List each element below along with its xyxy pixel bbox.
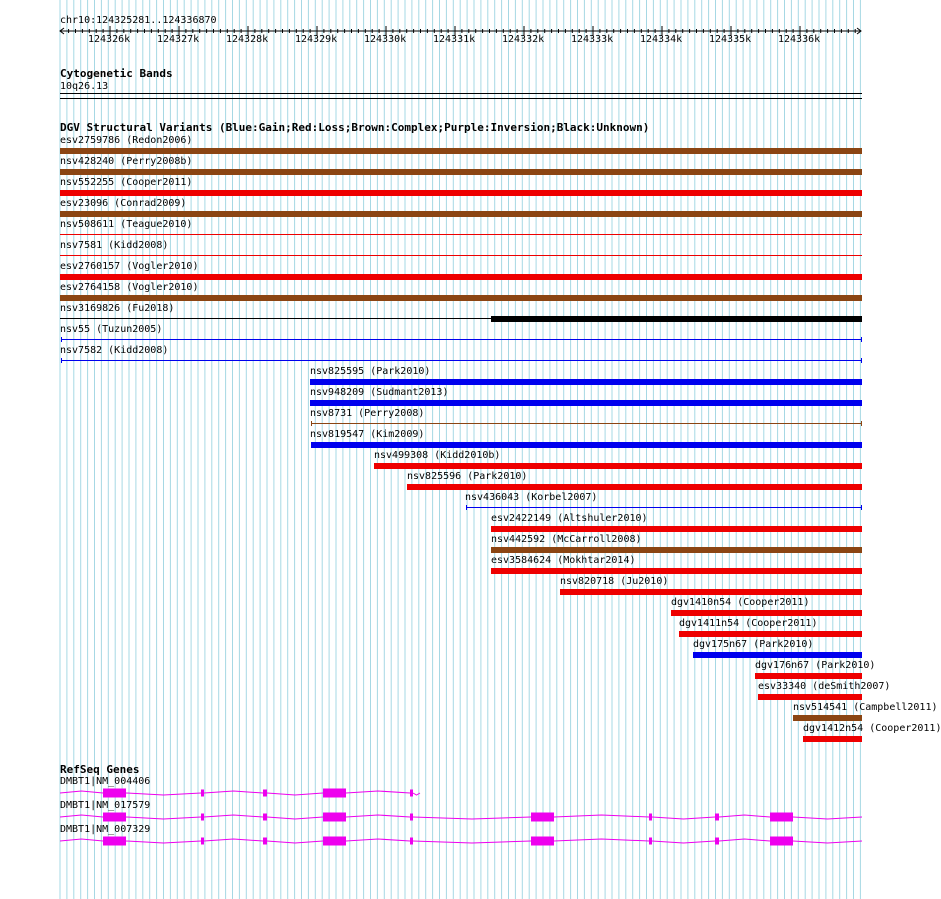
variant-label[interactable]: esv2759786 (Redon2006) <box>60 135 193 146</box>
gene-exon <box>770 813 793 822</box>
gene-intron <box>346 791 410 793</box>
variant-bar[interactable] <box>491 568 862 574</box>
gene-exon <box>263 814 267 821</box>
ruler-tick-label: 124335k <box>709 34 752 45</box>
gene-intron <box>554 839 649 841</box>
gene-intron <box>793 817 862 819</box>
variant-label[interactable]: nsv3169826 (Fu2018) <box>60 303 175 314</box>
gene-intron <box>413 793 420 795</box>
variant-label[interactable]: nsv442592 (McCarroll2008) <box>491 534 642 545</box>
gene-exon <box>263 790 267 797</box>
variant-label[interactable]: nsv8731 (Perry2008) <box>310 408 425 419</box>
variant-label[interactable]: nsv7581 (Kidd2008) <box>60 240 169 251</box>
variant-label[interactable]: nsv508611 (Teague2010) <box>60 219 193 230</box>
variant-bar[interactable] <box>407 484 862 490</box>
gene-exon <box>649 814 652 821</box>
variant-end-tick <box>861 421 862 426</box>
dgv-track-title: DGV Structural Variants (Blue:Gain;Red:Loss;Brown:Complex;Purple:Inversion;Black:Unknown) <box>60 121 650 134</box>
gene-label[interactable]: DMBT1|NM_004406 <box>60 776 151 787</box>
gene-intron <box>346 815 410 817</box>
gene-intron <box>413 817 531 819</box>
gene-intron <box>60 815 103 817</box>
variant-label[interactable]: esv23096 (Conrad2009) <box>60 198 187 209</box>
gene-intron <box>60 839 103 841</box>
gene-intron <box>554 815 649 817</box>
variant-bar[interactable] <box>491 526 862 532</box>
gene-intron <box>346 839 410 841</box>
variant-end-tick <box>311 421 312 426</box>
variant-label[interactable]: nsv820718 (Ju2010) <box>560 576 669 587</box>
gene-intron <box>126 817 201 819</box>
variant-bar[interactable] <box>60 148 862 154</box>
variant-bar[interactable] <box>60 255 862 256</box>
variant-bar[interactable] <box>693 652 862 658</box>
gene-exon <box>201 838 204 845</box>
gene-exon <box>263 838 267 845</box>
variant-end-tick <box>861 358 862 363</box>
gene-exon <box>323 813 346 822</box>
ruler-tick-label: 124329k <box>295 34 338 45</box>
variant-bar[interactable] <box>61 360 862 361</box>
variant-bar[interactable] <box>679 631 862 637</box>
variant-end-tick <box>861 505 862 510</box>
variant-label[interactable]: nsv552255 (Cooper2011) <box>60 177 193 188</box>
ruler-tick-label: 124326k <box>88 34 131 45</box>
variant-bar[interactable] <box>60 190 862 196</box>
gene-label[interactable]: DMBT1|NM_017579 <box>60 800 151 811</box>
gene-exon <box>715 814 719 821</box>
variant-label[interactable]: dgv1410n54 (Cooper2011) <box>671 597 810 608</box>
gene-intron <box>719 815 770 817</box>
variant-bar[interactable] <box>560 589 862 595</box>
gene-exon <box>103 813 126 822</box>
variant-label[interactable]: dgv1412n54 (Cooper2011) <box>803 723 941 734</box>
variant-bar[interactable] <box>671 610 862 616</box>
variant-bar[interactable] <box>310 379 862 385</box>
gene-intron <box>652 817 715 819</box>
gene-model[interactable] <box>0 833 890 849</box>
gene-exon <box>201 814 204 821</box>
gene-intron <box>204 791 263 793</box>
gene-intron <box>126 841 201 843</box>
ruler-location: chr10:124325281..124336870 <box>60 15 217 26</box>
variant-label[interactable]: nsv825595 (Park2010) <box>310 366 431 377</box>
gene-model[interactable] <box>0 809 890 825</box>
ruler-tick-label: 124331k <box>433 34 476 45</box>
variant-label[interactable]: dgv176n67 (Park2010) <box>755 660 876 671</box>
ruler-tick-label: 124333k <box>571 34 614 45</box>
ruler-tick-label: 124336k <box>778 34 821 45</box>
gene-intron <box>719 839 770 841</box>
variant-bar[interactable] <box>491 547 862 553</box>
variant-label[interactable]: esv33340 (deSmith2007) <box>758 681 891 692</box>
variant-bar[interactable] <box>61 339 862 340</box>
gene-intron <box>267 841 323 843</box>
cytoband-bottom-line <box>60 98 862 99</box>
variant-end-tick <box>61 358 62 363</box>
gene-exon <box>715 838 719 845</box>
variant-label[interactable]: nsv514541 (Campbell2011) <box>793 702 938 713</box>
variant-end-tick <box>466 505 467 510</box>
gene-exon <box>531 813 554 822</box>
ruler-tick-label: 124328k <box>226 34 269 45</box>
gene-exon <box>770 837 793 846</box>
gene-exon <box>649 838 652 845</box>
variant-label[interactable]: esv2760157 (Vogler2010) <box>60 261 199 272</box>
ruler-tick-label: 124334k <box>640 34 683 45</box>
variant-label[interactable]: dgv1411n54 (Cooper2011) <box>679 618 818 629</box>
gene-intron <box>652 841 715 843</box>
variant-bar[interactable] <box>758 694 862 700</box>
variant-bar[interactable] <box>466 507 862 508</box>
gene-intron <box>413 841 531 843</box>
variant-bar[interactable] <box>310 400 862 406</box>
variant-end-tick <box>61 337 62 342</box>
gene-exon <box>323 789 346 798</box>
variant-label[interactable]: nsv499308 (Kidd2010b) <box>374 450 501 461</box>
ruler-tick-label: 124327k <box>157 34 200 45</box>
variant-bar[interactable] <box>60 169 862 175</box>
variant-label[interactable]: nsv825596 (Park2010) <box>407 471 528 482</box>
variant-label[interactable]: nsv7582 (Kidd2008) <box>60 345 169 356</box>
gene-exon <box>531 837 554 846</box>
gene-intron <box>126 793 201 795</box>
gene-exon <box>103 837 126 846</box>
gene-label[interactable]: DMBT1|NM_007329 <box>60 824 151 835</box>
variant-bar[interactable] <box>374 463 862 469</box>
gene-intron <box>267 817 323 819</box>
gene-intron <box>60 791 103 793</box>
variant-label[interactable]: nsv436043 (Korbel2007) <box>465 492 598 503</box>
ruler-tick-label: 124330k <box>364 34 407 45</box>
variant-end-tick <box>861 337 862 342</box>
variant-bar[interactable] <box>60 211 862 217</box>
variant-label[interactable]: esv2422149 (Altshuler2010) <box>491 513 648 524</box>
cytoband-top-line <box>60 93 862 94</box>
variant-bar[interactable] <box>803 736 862 742</box>
gene-exon <box>410 814 413 821</box>
variant-label[interactable]: dgv175n67 (Park2010) <box>693 639 814 650</box>
variant-bar[interactable] <box>755 673 862 679</box>
refseq-track-title: RefSeq Genes <box>60 763 140 776</box>
variant-label[interactable]: esv2764158 (Vogler2010) <box>60 282 199 293</box>
variant-bar[interactable] <box>793 715 862 721</box>
variant-label[interactable]: nsv55 (Tuzun2005) <box>60 324 163 335</box>
gene-exon <box>201 790 204 797</box>
gene-intron <box>793 841 862 843</box>
gene-intron <box>204 839 263 841</box>
gene-exon <box>410 790 413 797</box>
cytoband-label: 10q26.13 <box>60 81 109 92</box>
gene-intron <box>204 815 263 817</box>
variant-bar[interactable] <box>60 234 862 235</box>
variant-label[interactable]: nsv948209 (Sudmant2013) <box>310 387 449 398</box>
gene-intron <box>267 793 323 795</box>
cytoband-track-title: Cytogenetic Bands <box>60 67 173 80</box>
variant-label[interactable]: esv3584624 (Mokhtar2014) <box>491 555 636 566</box>
gene-model[interactable] <box>0 785 890 801</box>
ruler-tick-label: 124332k <box>502 34 545 45</box>
gene-exon <box>323 837 346 846</box>
variant-label[interactable]: nsv428240 (Perry2008b) <box>60 156 193 167</box>
gene-exon <box>103 789 126 798</box>
variant-bar[interactable] <box>60 295 862 301</box>
variant-label[interactable]: nsv819547 (Kim2009) <box>310 429 425 440</box>
variant-bar[interactable] <box>311 423 862 424</box>
variant-bar[interactable] <box>311 442 862 448</box>
variant-thick-bar[interactable] <box>491 316 862 322</box>
gene-exon <box>410 838 413 845</box>
variant-bar[interactable] <box>60 274 862 280</box>
